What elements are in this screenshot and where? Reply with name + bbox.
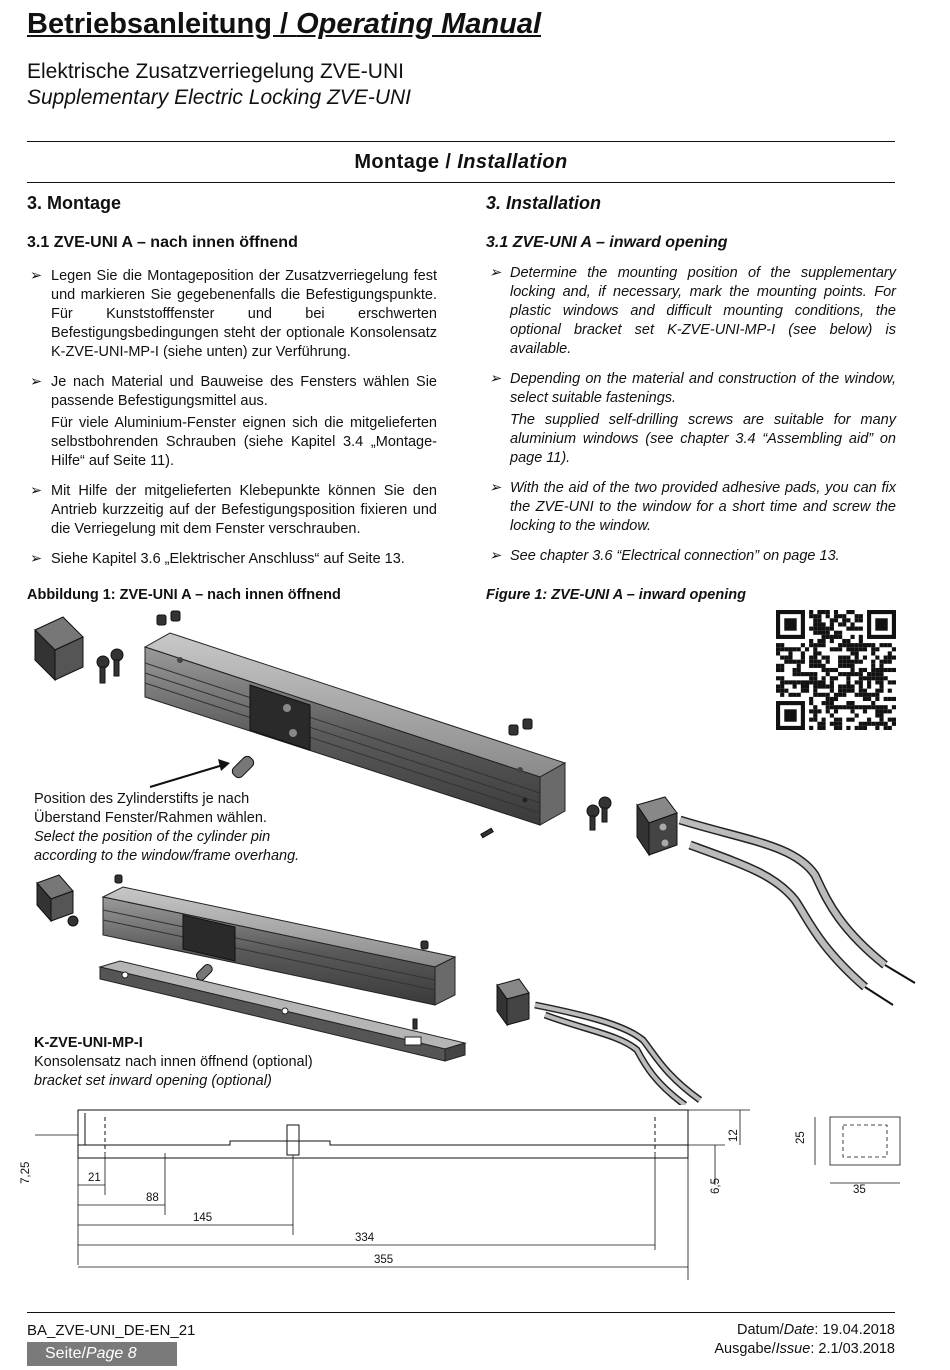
bullet-list-en [486, 264, 896, 577]
dim-334: 334 [355, 1232, 375, 1244]
dim-12: 12 [728, 1129, 740, 1142]
list-item: ➢ Legen Sie die Montageposition der Zusatzverriegelung fest und markieren Sie gegebenenfalls die Befestigungspunkte. Für Kunststofffenster und bei erschwerten Befestigungsbedingungen steht der optionale Konsolensatz K-ZVE-UNI-MP-I (siehe unten) zur Verführung. [30, 268, 437, 360]
issue-line: Ausgabe/Issue: 2.1/03.2018 [714, 1341, 895, 1357]
arrow-bullet-icon: ➢ [489, 371, 502, 387]
subheading-en: 3.1 ZVE-UNI A – inward opening [486, 234, 728, 251]
heading-de: 3. Montage [27, 193, 122, 213]
list-item: ➢ Determine the mounting position of the supplementary locking and, if necessary, mark the mounting points. For plastic windows and difficult mounting conditions, the optional bracket set K-ZVE-UNI-MP-I (see below) is available. [489, 265, 896, 357]
figure-caption-en: Figure 1: ZVE-UNI A – inward opening [486, 587, 746, 603]
divider-footer [27, 1312, 895, 1313]
dimension-drawing [25, 1105, 925, 1280]
bracket-code: K-ZVE-UNI-MP-I [34, 1035, 143, 1051]
divider-top [27, 141, 895, 142]
figure-caption-de: Abbildung 1: ZVE-UNI A – nach innen öffnend [27, 587, 341, 603]
end-cap-left-lower [37, 875, 73, 921]
document-title [27, 8, 541, 41]
subheading-de: 3.1 ZVE-UNI A – nach innen öffnend [27, 234, 298, 251]
subtitle-en: Supplementary Electric Locking ZVE-UNI [27, 86, 411, 109]
bracket-en: bracket set inward opening (optional) [34, 1073, 272, 1089]
list-item: ➢ See chapter 3.6 “Electrical connection” on page 13. [489, 548, 840, 564]
arrow-bullet-icon: ➢ [489, 548, 502, 564]
dim-7-25: 7,25 [20, 1161, 32, 1184]
list-item: ➢ Depending on the material and construction of the window, select suitable fastenings. The supplied self-drilling screws are suitable for many aluminium windows (see chapter 3.4 “Assembling aid” on page 11). [489, 371, 896, 466]
end-cap-right-lower [497, 979, 529, 1025]
list-item: ➢ Je nach Material und Bauweise des Fensters wählen Sie passende Befestigungsmittel aus. Für viele Aluminium-Fenster eignen sich die mitgelieferten selbstbohrenden Schrauben (siehe Kapitel 3.4 „Montage-Hilfe“ auf Seite 11). [30, 374, 437, 469]
pin-note-en-2: according to the window/frame overhang. [34, 848, 300, 864]
cylinder-pin [230, 754, 255, 779]
pin-note-de-2: Überstand Fenster/Rahmen wählen. [34, 810, 267, 826]
section-title [27, 151, 895, 174]
page-label-en: Page 8 [85, 1345, 137, 1362]
dim-25: 25 [795, 1131, 807, 1144]
title-en: Operating Manual [296, 8, 542, 40]
divider-section [27, 182, 895, 183]
dim-88: 88 [146, 1192, 159, 1204]
side-view-outline [78, 1110, 688, 1158]
dimension-lines [35, 1110, 900, 1280]
cable-upper [680, 820, 915, 1005]
title-de: Betriebsanleitung / [27, 8, 289, 40]
cable-lower [535, 1005, 700, 1105]
arrow-bullet-icon: ➢ [489, 480, 502, 496]
document-code: BA_ZVE-UNI_DE-EN_21 [27, 1322, 196, 1339]
bullet-list-de [27, 267, 437, 580]
date-line: Datum/Date: 19.04.2018 [736, 1322, 895, 1338]
dim-35: 35 [853, 1184, 866, 1196]
arrow-bullet-icon: ➢ [30, 551, 43, 567]
arrow-bullet-icon: ➢ [30, 268, 43, 284]
pin-note [34, 790, 299, 866]
dim-6-5: 6,5 [710, 1178, 722, 1194]
heading-en: 3. Installation [486, 193, 602, 213]
dim-21: 21 [88, 1172, 101, 1184]
pointer-arrow [150, 759, 230, 787]
subtitle-de: Elektrische Zusatzverriegelung ZVE-UNI [27, 60, 404, 83]
bracket-de: Konsolensatz nach innen öffnend (optional) [34, 1054, 313, 1070]
arrow-bullet-icon: ➢ [30, 374, 43, 390]
list-item: ➢ Mit Hilfe der mitgelieferten Klebepunkte können Sie den Antrieb kurzzeitig auf der Befestigungsposition fixieren und die Verriegelung mit dem Fenster verschrauben. [30, 483, 437, 537]
page-badge: Seite/Page 8 [27, 1342, 177, 1366]
pin-note-en-1: Select the position of the cylinder pin [34, 829, 271, 845]
dim-355: 355 [374, 1254, 394, 1266]
list-item: ➢ With the aid of the two provided adhesive pads, you can fix the ZVE-UNI to the window for a short time and screw the locking to the window. [489, 480, 896, 534]
section-title-en: Installation [457, 151, 568, 173]
list-item: ➢ Siehe Kapitel 3.6 „Elektrischer Anschluss“ auf Seite 13. [30, 551, 405, 567]
dim-145: 145 [193, 1212, 213, 1224]
end-cap-left-upper [35, 617, 83, 680]
arrow-bullet-icon: ➢ [489, 265, 502, 281]
section-title-de: Montage / [354, 151, 452, 173]
bracket-note [34, 1034, 313, 1091]
pin-note-de-1: Position des Zylinderstifts je nach [34, 791, 250, 807]
arrow-bullet-icon: ➢ [30, 483, 43, 499]
page-label-de: Seite [45, 1345, 82, 1362]
end-cap-right-upper [637, 797, 677, 855]
